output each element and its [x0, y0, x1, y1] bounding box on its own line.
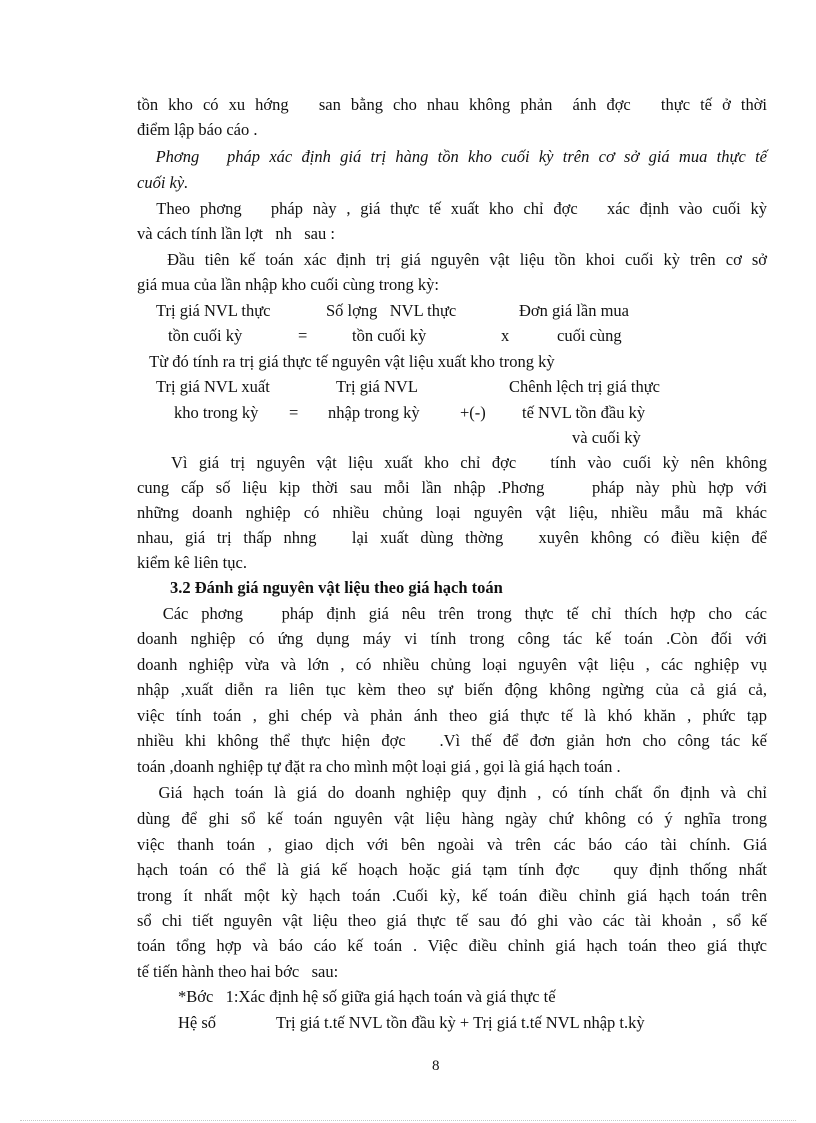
- formula-term: Trị giá t.tế NVL tồn đầu kỳ + Trị giá t.tế NVL nhập t.kỳ: [276, 1013, 645, 1032]
- formula-row: [0, 427, 816, 449]
- text-line: Giá hạch toán là giá do doanh nghiệp quy định , có tính chất ổn định và chỉ: [137, 783, 767, 802]
- formula-operator: =: [298, 326, 308, 345]
- text-line: nhau, giá trị thấp nhng lại xuất dùng thờng xuyên không có điều kiện để: [137, 528, 767, 547]
- text-line: Vì giá trị nguyên vật liệu xuất kho chỉ đợc tính vào cuối kỳ nên không: [137, 453, 767, 472]
- text-line: hạch toán có thể là giá kế hoạch hoặc giá tạm tính đợc quy định thống nhất: [137, 860, 767, 879]
- formula-term: nhập trong kỳ: [328, 403, 420, 422]
- formula-term: cuối cùng: [557, 326, 622, 345]
- text-line: giá mua của lần nhập kho cuối cùng trong kỳ:: [137, 275, 439, 294]
- text-line: và cách tính lần lợt nh sau :: [137, 224, 335, 243]
- text-line: Theo phơng pháp này , giá thực tế xuất kho chỉ đợc xác định vào cuối kỳ: [137, 199, 767, 218]
- formula-row: [0, 300, 816, 322]
- formula-term: và cuối kỳ: [572, 428, 641, 447]
- text-line: trong ít nhất một kỳ hạch toán .Cuối kỳ, kế toán điều chỉnh giá hạch toán trên: [137, 886, 767, 905]
- text-line: việc thanh toán , giao dịch với bên ngoài và trên các báo cáo tài chính. Giá: [137, 835, 767, 854]
- formula-operator: =: [289, 403, 299, 422]
- formula-term: tồn cuối kỳ: [352, 326, 427, 345]
- text-line: kiểm kê liên tục.: [137, 553, 247, 572]
- step-line: *Bớc 1:Xác định hệ số giữa giá hạch toán và giá thực tế: [178, 987, 556, 1006]
- formula-term: Số lợng NVL thực: [326, 301, 457, 320]
- formula-operator: +(-): [460, 403, 486, 422]
- text-line: Từ đó tính ra trị giá thực tế nguyên vật liệu xuất kho trong kỳ: [137, 352, 555, 371]
- formula-term: tế NVL tồn đầu kỳ: [522, 403, 646, 422]
- formula-row: [0, 325, 816, 347]
- italic-heading: cuối kỳ.: [137, 173, 189, 192]
- text-line: doanh nghiệp vừa và lớn , có nhiều chủng loại nguyên vật liệu , các nghiệp vụ: [137, 655, 767, 674]
- section-heading: 3.2 Đánh giá nguyên vật liệu theo giá hạch toán: [170, 578, 503, 597]
- text-line: những doanh nghiệp có nhiều chủng loại nguyên vật liệu, nhiều mẫu mã khác: [137, 503, 767, 522]
- formula-term: Trị giá NVL xuất: [156, 377, 270, 396]
- text-line: tế tiến hành theo hai bớc sau:: [137, 962, 339, 981]
- text-line: sổ chi tiết nguyên vật liệu theo giá thực tế sau đó ghi vào các tài khoản , sổ kế: [137, 911, 767, 930]
- formula-term: kho trong kỳ: [174, 403, 259, 422]
- formula-operator: x: [501, 326, 510, 345]
- formula-label: Hệ số: [178, 1013, 217, 1032]
- page-edge-dotted-rule: [20, 1120, 796, 1121]
- text-line: điểm lập báo cáo .: [137, 120, 258, 139]
- text-line: việc tính toán , ghi chép và phản ánh theo giá thực tế là khó khăn , phức tạp: [137, 706, 767, 725]
- formula-row: [0, 402, 816, 424]
- formula-row: [0, 1012, 816, 1034]
- page-number: 8: [432, 1058, 440, 1074]
- text-line: nhập ,xuất diễn ra liên tục kèm theo sự biến động không ngừng của cả giá cả,: [137, 680, 767, 699]
- formula-row: [0, 376, 816, 398]
- text-line: dùng để ghi sổ kế toán nguyên vật liệu hàng ngày chứ không có ý nghĩa trong: [137, 809, 767, 828]
- text-line: nhiều khi không thể thực hiện đợc .Vì thế để đơn giản hơn cho công tác kế: [137, 731, 767, 750]
- formula-term: Chênh lệch trị giá thực: [509, 377, 660, 396]
- text-line: tồn kho có xu hớng san bằng cho nhau không phản ánh đợc thực tế ở thời: [137, 95, 767, 114]
- text-line: doanh nghiệp có ứng dụng máy vi tính trong công tác kế toán .Còn đối với: [137, 629, 767, 648]
- text-line: toán ,doanh nghiệp tự đặt ra cho mình một loại giá , gọi là giá hạch toán .: [137, 757, 621, 776]
- text-line: toán tổng hợp và báo cáo kế toán . Việc điều chỉnh giá hạch toán theo giá thực: [137, 936, 767, 955]
- text-line: Các phơng pháp định giá nêu trên trong thực tế chỉ thích hợp cho các: [137, 604, 767, 623]
- text-line: Đầu tiên kế toán xác định trị giá nguyên vật liệu tồn khoi cuối kỳ trên cơ sở: [137, 250, 767, 269]
- formula-term: tồn cuối kỳ: [168, 326, 243, 345]
- formula-term: Trị giá NVL: [336, 377, 418, 396]
- italic-heading: Phơng pháp xác định giá trị hàng tồn kho cuối kỳ trên cơ sở giá mua thực tế: [137, 147, 767, 166]
- formula-term: Đơn giá lần mua: [519, 301, 629, 320]
- formula-term: Trị giá NVL thực: [156, 301, 271, 320]
- text-line: cung cấp số liệu kịp thời sau mỗi lần nhập .Phơng pháp này phù hợp với: [137, 478, 767, 497]
